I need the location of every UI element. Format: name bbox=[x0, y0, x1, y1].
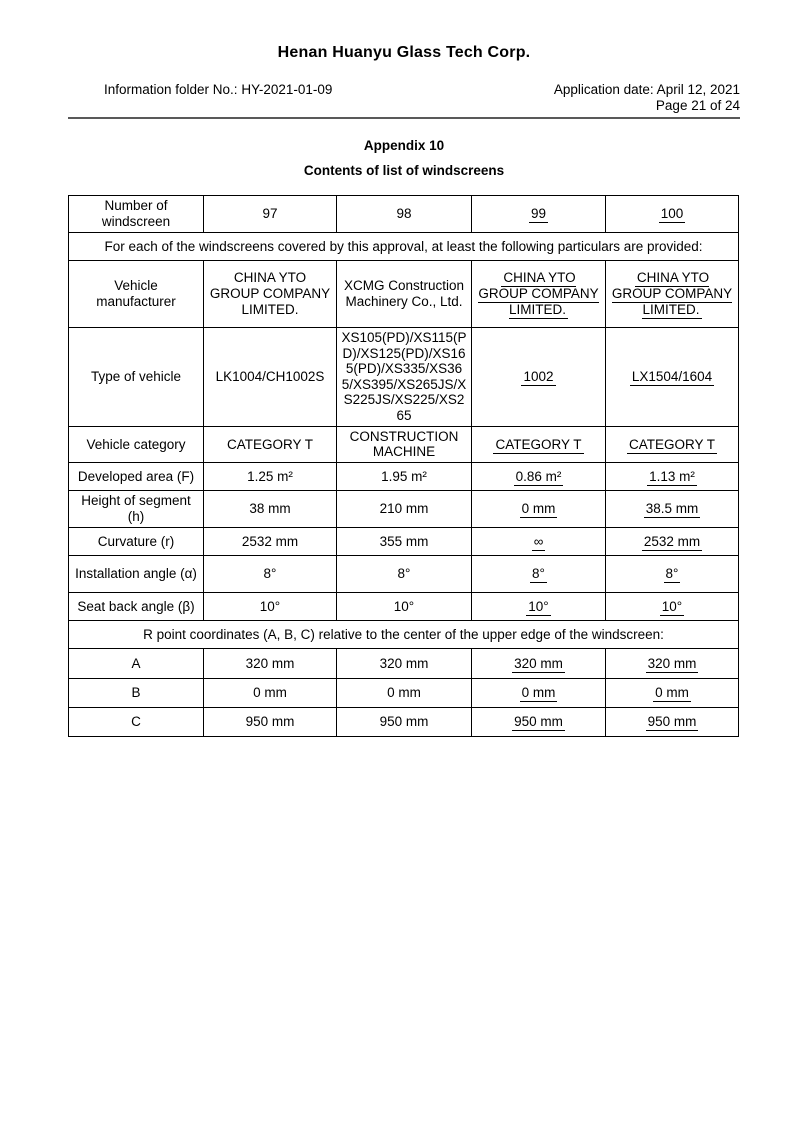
cell-curvature-100: 2532 mm bbox=[606, 528, 739, 556]
cell-manufacturer-98: XCMG Construction Machinery Co., Ltd. bbox=[337, 260, 472, 327]
cell-a-97: 320 mm bbox=[204, 649, 337, 679]
r-point-note: R point coordinates (A, B, C) relative to the center of the upper edge of the windscreen: bbox=[69, 621, 739, 649]
cell-height-97: 38 mm bbox=[204, 491, 337, 528]
cell-curvature-99: ∞ bbox=[472, 528, 606, 556]
table-row-coord-c bbox=[69, 708, 739, 737]
cell-type-99: 1002 bbox=[472, 327, 606, 426]
cell-number-99: 99 bbox=[472, 195, 606, 232]
document-meta bbox=[68, 82, 740, 114]
cell-install-angle-100: 8° bbox=[606, 556, 739, 593]
appendix-title: Appendix 10 bbox=[363, 137, 445, 153]
row-label-coord-a: A bbox=[69, 649, 204, 679]
row-label-developed-area: Developed area (F) bbox=[69, 463, 204, 491]
table-note: For each of the windscreens covered by this approval, at least the following particulars are provided: bbox=[69, 232, 739, 260]
row-label-seat-back-angle: Seat back angle (β) bbox=[69, 593, 204, 621]
cell-manufacturer-97: CHINA YTO GROUP COMPANY LIMITED. bbox=[204, 260, 337, 327]
cell-height-98: 210 mm bbox=[337, 491, 472, 528]
application-date: Application date: April 12, 2021 bbox=[553, 82, 740, 97]
table-row-category bbox=[69, 426, 739, 462]
cell-b-100: 0 mm bbox=[606, 679, 739, 708]
windscreen-table bbox=[68, 195, 739, 737]
row-label-coord-b: B bbox=[69, 679, 204, 708]
cell-area-98: 1.95 m² bbox=[337, 463, 472, 491]
cell-height-99: 0 mm bbox=[472, 491, 606, 528]
row-label-vehicle-category: Vehicle category bbox=[69, 426, 204, 462]
row-label-number-of-windscreen: Number of windscreen bbox=[69, 195, 204, 232]
cell-b-98: 0 mm bbox=[337, 679, 472, 708]
table-row-rpoint-note bbox=[69, 621, 739, 649]
cell-area-97: 1.25 m² bbox=[204, 463, 337, 491]
cell-type-100: LX1504/1604 bbox=[606, 327, 739, 426]
table-row-coord-a bbox=[69, 649, 739, 679]
table-row-number bbox=[69, 195, 739, 232]
cell-height-100: 38.5 mm bbox=[606, 491, 739, 528]
cell-category-97: CATEGORY T bbox=[204, 426, 337, 462]
table-row-curvature bbox=[69, 528, 739, 556]
cell-a-98: 320 mm bbox=[337, 649, 472, 679]
table-row-segment-height bbox=[69, 491, 739, 528]
cell-seat-angle-97: 10° bbox=[204, 593, 337, 621]
cell-manufacturer-100: CHINA YTO GROUP COMPANY LIMITED. bbox=[606, 260, 739, 327]
cell-curvature-98: 355 mm bbox=[337, 528, 472, 556]
cell-category-100: CATEGORY T bbox=[606, 426, 739, 462]
document-subtitle: Contents of list of windscreens bbox=[303, 162, 505, 178]
row-label-vehicle-manufacturer: Vehicle manufacturer bbox=[69, 260, 204, 327]
cell-curvature-97: 2532 mm bbox=[204, 528, 337, 556]
row-label-type-of-vehicle: Type of vehicle bbox=[69, 327, 204, 426]
cell-b-97: 0 mm bbox=[204, 679, 337, 708]
table-row-developed-area bbox=[69, 463, 739, 491]
cell-install-angle-97: 8° bbox=[204, 556, 337, 593]
cell-area-99: 0.86 m² bbox=[472, 463, 606, 491]
cell-number-98: 98 bbox=[337, 195, 472, 232]
table-row-coord-b bbox=[69, 679, 739, 708]
cell-c-99: 950 mm bbox=[472, 708, 606, 737]
header-divider bbox=[68, 117, 740, 119]
cell-number-100: 100 bbox=[606, 195, 739, 232]
table-row-seat-back-angle bbox=[69, 593, 739, 621]
table-row-manufacturer bbox=[69, 260, 739, 327]
row-label-curvature: Curvature (r) bbox=[69, 528, 204, 556]
cell-a-99: 320 mm bbox=[472, 649, 606, 679]
cell-seat-angle-98: 10° bbox=[337, 593, 472, 621]
info-folder-number: Information folder No.: HY-2021-01-09 bbox=[104, 82, 333, 97]
cell-b-99: 0 mm bbox=[472, 679, 606, 708]
page-number: Page 21 of 24 bbox=[655, 97, 740, 113]
cell-a-100: 320 mm bbox=[606, 649, 739, 679]
meta-right-block bbox=[554, 82, 740, 114]
cell-area-100: 1.13 m² bbox=[606, 463, 739, 491]
cell-c-97: 950 mm bbox=[204, 708, 337, 737]
cell-c-98: 950 mm bbox=[337, 708, 472, 737]
cell-install-angle-99: 8° bbox=[472, 556, 606, 593]
row-label-installation-angle: Installation angle (α) bbox=[69, 556, 204, 593]
cell-install-angle-98: 8° bbox=[337, 556, 472, 593]
table-row-note bbox=[69, 232, 739, 260]
cell-seat-angle-99: 10° bbox=[472, 593, 606, 621]
cell-manufacturer-99: CHINA YTO GROUP COMPANY LIMITED. bbox=[472, 260, 606, 327]
cell-type-98: XS105(PD)/XS115(PD)/XS125(PD)/XS165(PD)/XS335/XS365/XS395/XS265JS/XS225JS/XS225/XS265 bbox=[337, 327, 472, 426]
cell-category-99: CATEGORY T bbox=[472, 426, 606, 462]
cell-c-100: 950 mm bbox=[606, 708, 739, 737]
company-title: Henan Huanyu Glass Tech Corp. bbox=[277, 44, 531, 61]
row-label-height-of-segment: Height of segment (h) bbox=[69, 491, 204, 528]
table-row-installation-angle bbox=[69, 556, 739, 593]
table-row-vehicle-type bbox=[69, 327, 739, 426]
cell-number-97: 97 bbox=[204, 195, 337, 232]
cell-seat-angle-100: 10° bbox=[606, 593, 739, 621]
row-label-coord-c: C bbox=[69, 708, 204, 737]
cell-category-98: CONSTRUCTION MACHINE bbox=[337, 426, 472, 462]
cell-type-97: LK1004/CH1002S bbox=[204, 327, 337, 426]
